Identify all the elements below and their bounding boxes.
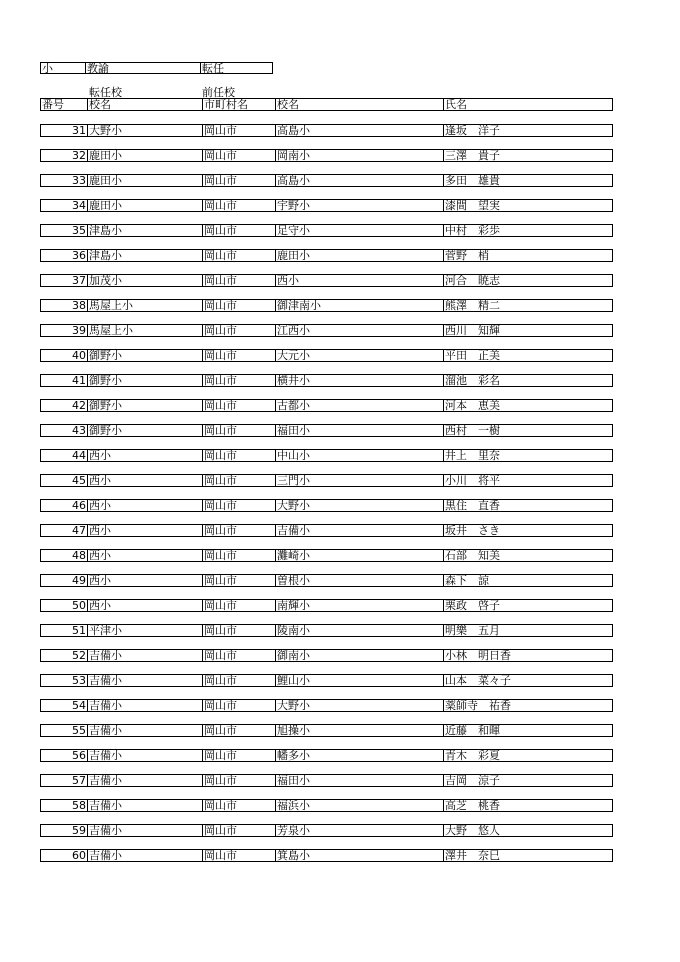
row-prev-school: 陵南小 — [275, 625, 443, 636]
row-name: 近藤 和暉 — [443, 725, 612, 736]
row-school: 御野小 — [87, 425, 202, 436]
row-prev-school: 吉備小 — [275, 525, 443, 536]
row-name: 明樂 五月 — [443, 625, 612, 636]
table-row — [40, 499, 613, 512]
row-city: 岡山市 — [202, 150, 275, 161]
table-row — [40, 349, 613, 362]
row-name: 坂井 さき — [443, 525, 612, 536]
row-num: 57 — [72, 775, 86, 786]
table-row — [40, 749, 613, 762]
row-city: 岡山市 — [202, 850, 275, 861]
row-num: 47 — [72, 525, 86, 536]
row-school: 津島小 — [87, 250, 202, 261]
row-city: 岡山市 — [202, 525, 275, 536]
row-prev-school: 大野小 — [275, 700, 443, 711]
row-school: 西小 — [87, 475, 202, 486]
row-city: 岡山市 — [202, 500, 275, 511]
row-num: 41 — [72, 375, 86, 386]
row-num: 54 — [72, 700, 86, 711]
row-school: 加茂小 — [87, 275, 202, 286]
row-name: 菅野 梢 — [443, 250, 612, 261]
row-prev-school: 宇野小 — [275, 200, 443, 211]
row-name: 平田 正美 — [443, 350, 612, 361]
row-name: 中村 彩歩 — [443, 225, 612, 236]
row-name: 熊澤 精二 — [443, 300, 612, 311]
row-num: 34 — [72, 200, 86, 211]
table-row — [40, 474, 613, 487]
row-prev-school: 灘崎小 — [275, 550, 443, 561]
row-num: 33 — [72, 175, 86, 186]
row-prev-school: 大野小 — [275, 500, 443, 511]
row-name: 栗政 啓子 — [443, 600, 612, 611]
row-prev-school: 横井小 — [275, 375, 443, 386]
table-row — [40, 574, 613, 587]
row-num: 32 — [72, 150, 86, 161]
header-school: 校名 — [87, 99, 202, 110]
row-city: 岡山市 — [202, 725, 275, 736]
row-city: 岡山市 — [202, 425, 275, 436]
row-school: 西小 — [87, 500, 202, 511]
row-num: 31 — [72, 125, 86, 136]
table-row — [40, 849, 613, 862]
row-school: 西小 — [87, 600, 202, 611]
row-school: 吉備小 — [87, 650, 202, 661]
row-school: 吉備小 — [87, 675, 202, 686]
row-num: 58 — [72, 800, 86, 811]
row-num: 40 — [72, 350, 86, 361]
row-prev-school: 南輝小 — [275, 600, 443, 611]
table-row — [40, 124, 613, 137]
row-num: 56 — [72, 750, 86, 761]
table-row — [40, 199, 613, 212]
row-city: 岡山市 — [202, 250, 275, 261]
table-row — [40, 174, 613, 187]
row-city: 岡山市 — [202, 625, 275, 636]
row-school: 鹿田小 — [87, 150, 202, 161]
row-city: 岡山市 — [202, 350, 275, 361]
row-prev-school: 御南小 — [275, 650, 443, 661]
row-city: 岡山市 — [202, 600, 275, 611]
row-school: 津島小 — [87, 225, 202, 236]
row-name: 西川 知輝 — [443, 325, 612, 336]
row-prev-school: 高島小 — [275, 175, 443, 186]
table-row — [40, 324, 613, 337]
table-row — [40, 599, 613, 612]
table-row — [40, 424, 613, 437]
row-num: 49 — [72, 575, 86, 586]
row-prev-school: 曽根小 — [275, 575, 443, 586]
row-num: 51 — [72, 625, 86, 636]
row-name: 河本 恵美 — [443, 400, 612, 411]
meta-boxes — [40, 62, 273, 75]
row-school: 吉備小 — [87, 850, 202, 861]
table-row — [40, 299, 613, 312]
meta-position: 教諭 — [85, 62, 200, 74]
row-school: 平津小 — [87, 625, 202, 636]
row-school: 吉備小 — [87, 800, 202, 811]
row-city: 岡山市 — [202, 675, 275, 686]
row-prev-school: 箕島小 — [275, 850, 443, 861]
row-prev-school: 福田小 — [275, 425, 443, 436]
row-name: 溜池 彩名 — [443, 375, 612, 386]
row-name: 小川 将平 — [443, 475, 612, 486]
row-school: 西小 — [87, 575, 202, 586]
row-prev-school: 旭操小 — [275, 725, 443, 736]
table-row — [40, 549, 613, 562]
table-row — [40, 824, 613, 837]
row-school: 吉備小 — [87, 825, 202, 836]
row-school: 御野小 — [87, 375, 202, 386]
row-name: 森下 諒 — [443, 575, 612, 586]
row-num: 37 — [72, 275, 86, 286]
row-num: 50 — [72, 600, 86, 611]
row-prev-school: 足守小 — [275, 225, 443, 236]
row-name: 逢坂 洋子 — [443, 125, 612, 136]
row-prev-school: 江西小 — [275, 325, 443, 336]
row-city: 岡山市 — [202, 175, 275, 186]
row-name: 石部 知美 — [443, 550, 612, 561]
table-row — [40, 799, 613, 812]
row-prev-school: 鹿田小 — [275, 250, 443, 261]
row-city: 岡山市 — [202, 775, 275, 786]
row-city: 岡山市 — [202, 300, 275, 311]
row-city: 岡山市 — [202, 200, 275, 211]
row-school: 御野小 — [87, 350, 202, 361]
row-prev-school: 御津南小 — [275, 300, 443, 311]
row-prev-school: 大元小 — [275, 350, 443, 361]
row-city: 岡山市 — [202, 475, 275, 486]
row-prev-school: 福田小 — [275, 775, 443, 786]
row-name: 西村 一樹 — [443, 425, 612, 436]
table-row — [40, 724, 613, 737]
table-row — [40, 524, 613, 537]
row-num: 45 — [72, 475, 86, 486]
row-city: 岡山市 — [202, 125, 275, 136]
row-prev-school: 岡南小 — [275, 150, 443, 161]
row-school: 西小 — [87, 550, 202, 561]
table-row — [40, 249, 613, 262]
table-row — [40, 774, 613, 787]
row-city: 岡山市 — [202, 325, 275, 336]
row-num: 46 — [72, 500, 86, 511]
header-group-prev: 前任校 — [202, 86, 235, 99]
row-prev-school: 鯉山小 — [275, 675, 443, 686]
row-city: 岡山市 — [202, 750, 275, 761]
row-prev-school: 高島小 — [275, 125, 443, 136]
table-row — [40, 149, 613, 162]
row-city: 岡山市 — [202, 400, 275, 411]
table-row — [40, 374, 613, 387]
row-num: 38 — [72, 300, 86, 311]
row-prev-school: 中山小 — [275, 450, 443, 461]
row-name: 漆間 望実 — [443, 200, 612, 211]
row-prev-school: 幡多小 — [275, 750, 443, 761]
table-header — [40, 98, 613, 111]
header-group-new: 転任校 — [89, 86, 122, 99]
table-row — [40, 699, 613, 712]
header-num: 番号 — [42, 99, 64, 110]
row-city: 岡山市 — [202, 550, 275, 561]
row-school: 吉備小 — [87, 725, 202, 736]
row-name: 吉岡 涼子 — [443, 775, 612, 786]
row-num: 42 — [72, 400, 86, 411]
row-num: 52 — [72, 650, 86, 661]
row-num: 35 — [72, 225, 86, 236]
row-num: 43 — [72, 425, 86, 436]
row-num: 48 — [72, 550, 86, 561]
row-school: 大野小 — [87, 125, 202, 136]
row-city: 岡山市 — [202, 375, 275, 386]
header-prev-school: 校名 — [275, 99, 443, 110]
row-prev-school: 古都小 — [275, 400, 443, 411]
row-city: 岡山市 — [202, 575, 275, 586]
row-city: 岡山市 — [202, 225, 275, 236]
row-school: 馬屋上小 — [87, 325, 202, 336]
row-name: 三澤 貴子 — [443, 150, 612, 161]
row-num: 59 — [72, 825, 86, 836]
row-school: 鹿田小 — [87, 175, 202, 186]
table-row — [40, 649, 613, 662]
header-name: 氏名 — [443, 99, 612, 110]
row-name: 山本 菜々子 — [443, 675, 612, 686]
row-school: 吉備小 — [87, 775, 202, 786]
row-city: 岡山市 — [202, 650, 275, 661]
table-row — [40, 674, 613, 687]
row-prev-school: 三門小 — [275, 475, 443, 486]
row-num: 39 — [72, 325, 86, 336]
row-city: 岡山市 — [202, 275, 275, 286]
table-row — [40, 449, 613, 462]
table-row — [40, 274, 613, 287]
row-prev-school: 福浜小 — [275, 800, 443, 811]
row-num: 55 — [72, 725, 86, 736]
table-row — [40, 224, 613, 237]
header-city: 市町村名 — [202, 99, 275, 110]
row-num: 60 — [72, 850, 86, 861]
table-row — [40, 624, 613, 637]
row-name: 多田 雄貴 — [443, 175, 612, 186]
row-prev-school: 西小 — [275, 275, 443, 286]
meta-level: 小 — [40, 62, 85, 74]
row-city: 岡山市 — [202, 450, 275, 461]
row-prev-school: 芳泉小 — [275, 825, 443, 836]
row-school: 西小 — [87, 450, 202, 461]
row-school: 吉備小 — [87, 700, 202, 711]
row-name: 青木 彩夏 — [443, 750, 612, 761]
row-name: 澤井 奈巳 — [443, 850, 612, 861]
row-city: 岡山市 — [202, 700, 275, 711]
row-city: 岡山市 — [202, 800, 275, 811]
row-name: 高芝 桃香 — [443, 800, 612, 811]
row-name: 河合 暁志 — [443, 275, 612, 286]
row-school: 吉備小 — [87, 750, 202, 761]
row-num: 53 — [72, 675, 86, 686]
row-school: 御野小 — [87, 400, 202, 411]
meta-type: 転任 — [200, 62, 273, 74]
row-name: 黒住 直香 — [443, 500, 612, 511]
row-num: 44 — [72, 450, 86, 461]
row-city: 岡山市 — [202, 825, 275, 836]
row-name: 小林 明日香 — [443, 650, 612, 661]
row-num: 36 — [72, 250, 86, 261]
table-row — [40, 399, 613, 412]
row-name: 井上 里奈 — [443, 450, 612, 461]
row-school: 鹿田小 — [87, 200, 202, 211]
row-name: 薬師寺 祐香 — [443, 700, 612, 711]
row-school: 西小 — [87, 525, 202, 536]
row-name: 大野 悠人 — [443, 825, 612, 836]
row-school: 馬屋上小 — [87, 300, 202, 311]
